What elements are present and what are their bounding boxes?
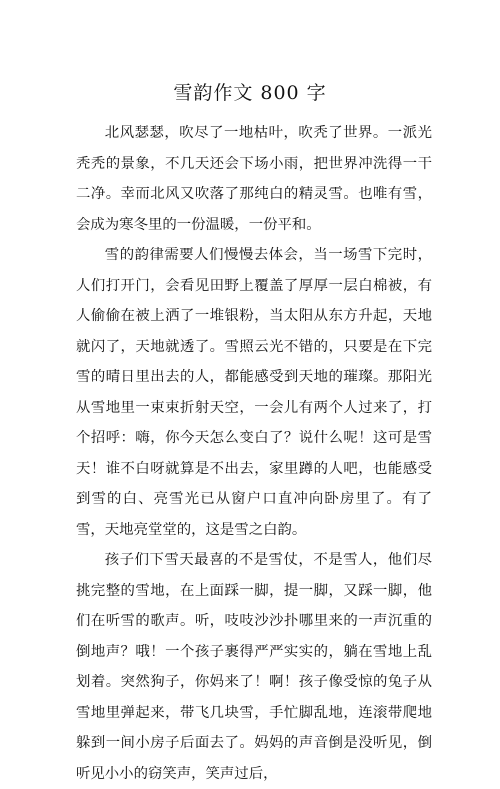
document-body [76,118,432,789]
paragraph-2: 雪的韵律需要人们慢慢去体会，当一场雪下完时，人们打开门，会看见田野上覆盖了厚厚一层白棉被，有人偷偷在被上洒了一堆银粉，当太阳从东方升起，天地就闪了，天地就透了。雪照云光不错的，只要是在下完雪的晴日里出去的人，都能感受到天地的璀璨。那阳光从雪地里一束束折射天空，一会儿有两个人过来了，打个招呼：嗨，你今天怎么变白了？说什么呢！这可是雪天！谁不白呀就算是不出去，家里蹲的人吧，也能感受到雪的白、亮雪光已从窗户口直冲向卧房里了。有了雪，天地亮堂堂的，这是雪之白韵。 [76,247,432,538]
paragraph-3: 孩子们下雪天最喜的不是雪仗，不是雪人，他们尽挑完整的雪地，在上面踩一脚，提一脚，又踩一脚，他们在听雪的歌声。听，吱吱沙沙扑哪里来的一声沉重的倒地声？哦！一个孩子裹得严严实实的，躺在雪地上乱划着。突然狗子，你妈来了！啊！孩子像受惊的兔子从雪地里弹起来，带飞几块雪，手忙脚乱地，连滚带爬地躲到一间小房子后面去了。妈妈的声音倒是没听见，倒听见小小的窃笑声，笑声过后， [76,552,432,782]
paragraph-1: 北风瑟瑟，吹尽了一地枯叶，吹秃了世界。一派光秃秃的景象，不几天还会下场小雨，把世界冲洗得一干二净。幸而北风又吹落了那纯白的精灵雪。也唯有雪，会成为寒冬里的一份温暖，一份平和。 [76,125,432,233]
document-title: 雪韵作文 800 字 [173,82,327,104]
